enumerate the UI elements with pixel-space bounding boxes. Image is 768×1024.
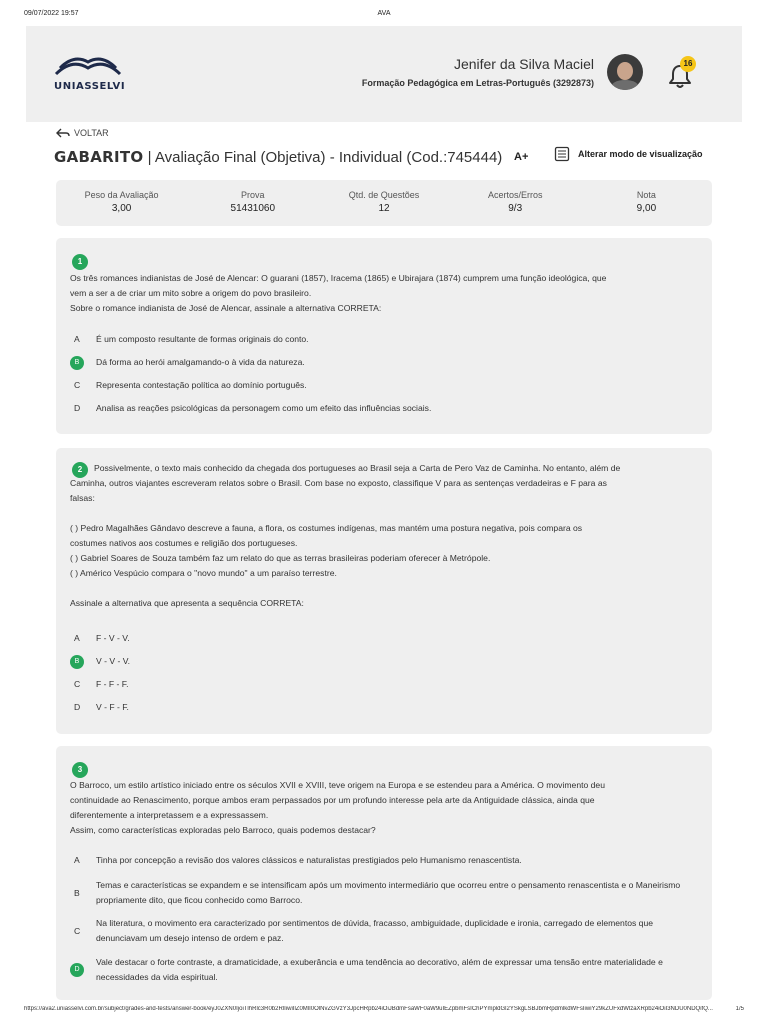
option-letter: A — [74, 633, 80, 643]
document-icon — [554, 146, 570, 162]
stat-value: 3,00 — [111, 203, 132, 214]
option-letter: B — [74, 887, 80, 898]
stat-value: 51431060 — [230, 203, 276, 214]
option-d[interactable] — [70, 401, 431, 416]
question-card-1 — [56, 238, 712, 434]
option-letter: A — [74, 855, 80, 865]
option-text: Temas e características se expandem e se intensificam após um movimento intermediário que ocorreu entre o pensamento renascentista e o Maneirismo propriamente dito, que ficou conhecido como Barroco. — [96, 880, 681, 905]
question-line: costumes nativos aos costumes e religião dos portugueses. — [70, 538, 298, 548]
option-c[interactable] — [70, 677, 128, 692]
correct-option-letter: D — [70, 963, 84, 977]
question-line: diferentemente a interpretassem e a expressassem. — [70, 810, 269, 820]
question-line: Caminha, outros viajantes escreveram relatos sobre o Brasil. Com base no exposto, classifique V para as sentenças verdadeiras e F para as — [70, 478, 607, 488]
option-b[interactable] — [70, 878, 690, 908]
view-mode-label: Alterar modo de visualização — [578, 149, 703, 159]
option-letter: C — [74, 380, 81, 390]
stat-label: Acertos/Erros — [487, 190, 543, 200]
back-arrow-icon — [56, 128, 70, 138]
option-text: V - V - V. — [96, 656, 131, 666]
question-line — [70, 506, 706, 521]
option-a[interactable] — [70, 631, 130, 646]
question-number: 1 — [72, 254, 88, 270]
print-title: AVA — [377, 10, 391, 17]
question-line: falsas: — [70, 493, 95, 503]
stat-value: 9/3 — [508, 203, 523, 214]
option-text: V - F - F. — [96, 702, 129, 712]
stat-questoes — [318, 180, 449, 226]
back-button[interactable] — [56, 128, 109, 138]
option-letter: A — [74, 334, 80, 344]
stat-nota — [581, 180, 712, 226]
brand-logo[interactable] — [54, 54, 124, 94]
brand-name: UNIASSELVI — [54, 81, 126, 92]
question-line: ( ) Américo Vespúcio compara o "novo mundo" a um paraíso terrestre. — [70, 568, 337, 578]
option-text: É um composto resultante de formas originais do conto. — [96, 334, 309, 344]
stats-panel — [56, 180, 712, 226]
option-b-correct[interactable] — [70, 654, 130, 669]
question-card-2 — [56, 448, 712, 734]
option-text: Analisa as reações psicológicas da personagem como um efeito das influências sociais. — [96, 403, 432, 413]
question-text — [70, 461, 706, 611]
print-date: 09/07/2022 19:57 — [24, 10, 79, 17]
option-text: F - F - F. — [96, 679, 129, 689]
stat-label: Nota — [636, 190, 656, 200]
option-letter: C — [74, 925, 81, 936]
stat-label: Prova — [241, 190, 265, 200]
user-name: Jenifer da Silva Maciel — [453, 56, 594, 72]
question-line: Sobre o romance indianista de José de Alencar, assinale a alternativa CORRETA: — [70, 303, 382, 313]
question-line: Possivelmente, o texto mais conhecido da chegada dos portugueses ao Brasil seja a Carta de Pero Vaz de Caminha. No entanto, além de — [94, 463, 621, 473]
view-mode-button[interactable] — [554, 146, 703, 162]
page-title-rest: | Avaliação Final (Objetiva) - Individual (Cod.:745444) — [143, 149, 503, 166]
question-number: 2 — [72, 462, 88, 478]
option-letter: D — [74, 403, 81, 413]
option-d-correct[interactable] — [70, 955, 690, 985]
stat-peso — [56, 180, 187, 226]
option-text: Tinha por concepção a revisão dos valores clássicos e naturalistas prestigiados pelo Humanismo renascentista. — [96, 855, 522, 865]
option-d[interactable] — [70, 700, 129, 715]
question-line: ( ) Pedro Magalhães Gândavo descreve a fauna, a flora, os costumes indígenas, mas mantém uma postura negativa, pois compara os — [70, 523, 583, 533]
stat-value: 12 — [378, 203, 390, 214]
option-text: Vale destacar o forte contraste, a dramaticidade, a exuberância e uma tendência ao decorativo, além de expressar uma tensão entre materialidade e necessidades da vida espiritual. — [96, 957, 663, 982]
question-line: Assinale a alternativa que apresenta a sequência CORRETA: — [70, 598, 304, 608]
option-b-correct[interactable] — [70, 355, 305, 370]
option-text: Dá forma ao herói amalgamando-o à vida da natureza. — [96, 357, 305, 367]
print-url: https://ava2.uniasselvi.com.br/subject/grades-and-tests/answer-book/eyJ0ZXN0IjoiTlhRlc3R0b2RlIiwiIlZ0MlI0OlNvZGVzY3JpcHRpb24iOiJBdmFsaWF0aW9uIEZpbmFsIChPYmpldGl2YSkgLSBJbmRpdmlkdWFsIiwiY29kZUFxdWlzaXRpb24iOiI3NDU0NDQifQ... — [24, 1006, 713, 1012]
correct-option-letter: B — [70, 655, 84, 669]
option-text: Na literatura, o movimento era caracterizado por sentimentos de dúvida, fracasso, ambiguidade, duplicidade e ironia, carregado de elementos que denunciavam um desejo intenso de ordem e paz. — [96, 918, 654, 943]
question-text — [70, 778, 706, 838]
option-a[interactable] — [70, 332, 309, 347]
question-line: O Barroco, um estilo artístico iniciado entre os séculos XVII e XVIII, teve origem na Europa e se estendeu para a América. O movimento deu — [70, 780, 605, 790]
avatar[interactable] — [607, 54, 643, 90]
option-a[interactable] — [70, 853, 690, 868]
font-size-button[interactable]: A+ — [514, 151, 529, 163]
print-footer — [24, 1006, 744, 1012]
correct-option-letter: B — [70, 356, 84, 370]
stat-label: Qtd. de Questões — [348, 190, 420, 200]
notification-badge: 16 — [680, 56, 696, 72]
back-label: VOLTAR — [74, 128, 109, 138]
stat-acertos — [450, 180, 581, 226]
question-line: vem a ser a de criar um mito sobre a origem do povo brasileiro. — [70, 288, 312, 298]
stat-label: Peso da Avaliação — [84, 190, 159, 200]
stat-prova — [187, 180, 318, 226]
question-text — [70, 271, 706, 316]
print-page-number: 1/5 — [735, 1006, 744, 1012]
page-title-bold: GABARITO — [54, 148, 144, 166]
question-number: 3 — [72, 762, 88, 778]
option-text: Representa contestação política ao domínio português. — [96, 380, 307, 390]
question-line: Assim, como características exploradas pelo Barroco, quais podemos destacar? — [70, 825, 376, 835]
question-line: Os três romances indianistas de José de Alencar: O guarani (1857), Iracema (1865) e Ubirajara (1874) cumprem uma função ideológica, que — [70, 273, 607, 283]
top-bar — [26, 26, 742, 122]
option-text: F - V - V. — [96, 633, 130, 643]
option-c[interactable] — [70, 916, 690, 946]
book-logo-icon — [54, 54, 124, 78]
user-course: Formação Pedagógica em Letras-Português (3292873) — [361, 78, 594, 88]
option-c[interactable] — [70, 378, 307, 393]
question-line — [70, 581, 706, 596]
page-title — [54, 148, 502, 166]
print-header — [24, 10, 744, 22]
option-letter: C — [74, 679, 81, 689]
option-letter: D — [74, 702, 81, 712]
question-line: ( ) Gabriel Soares de Souza também faz um relato do que as terras brasileiras poderiam oferecer à Metrópole. — [70, 553, 491, 563]
question-line: continuidade ao Renascimento, porque ambos eram perpassados por um profundo interesse pela arte da Antiguidade clássica, ainda que — [70, 795, 595, 805]
question-card-3 — [56, 746, 712, 1000]
stat-value: 9,00 — [636, 203, 657, 214]
